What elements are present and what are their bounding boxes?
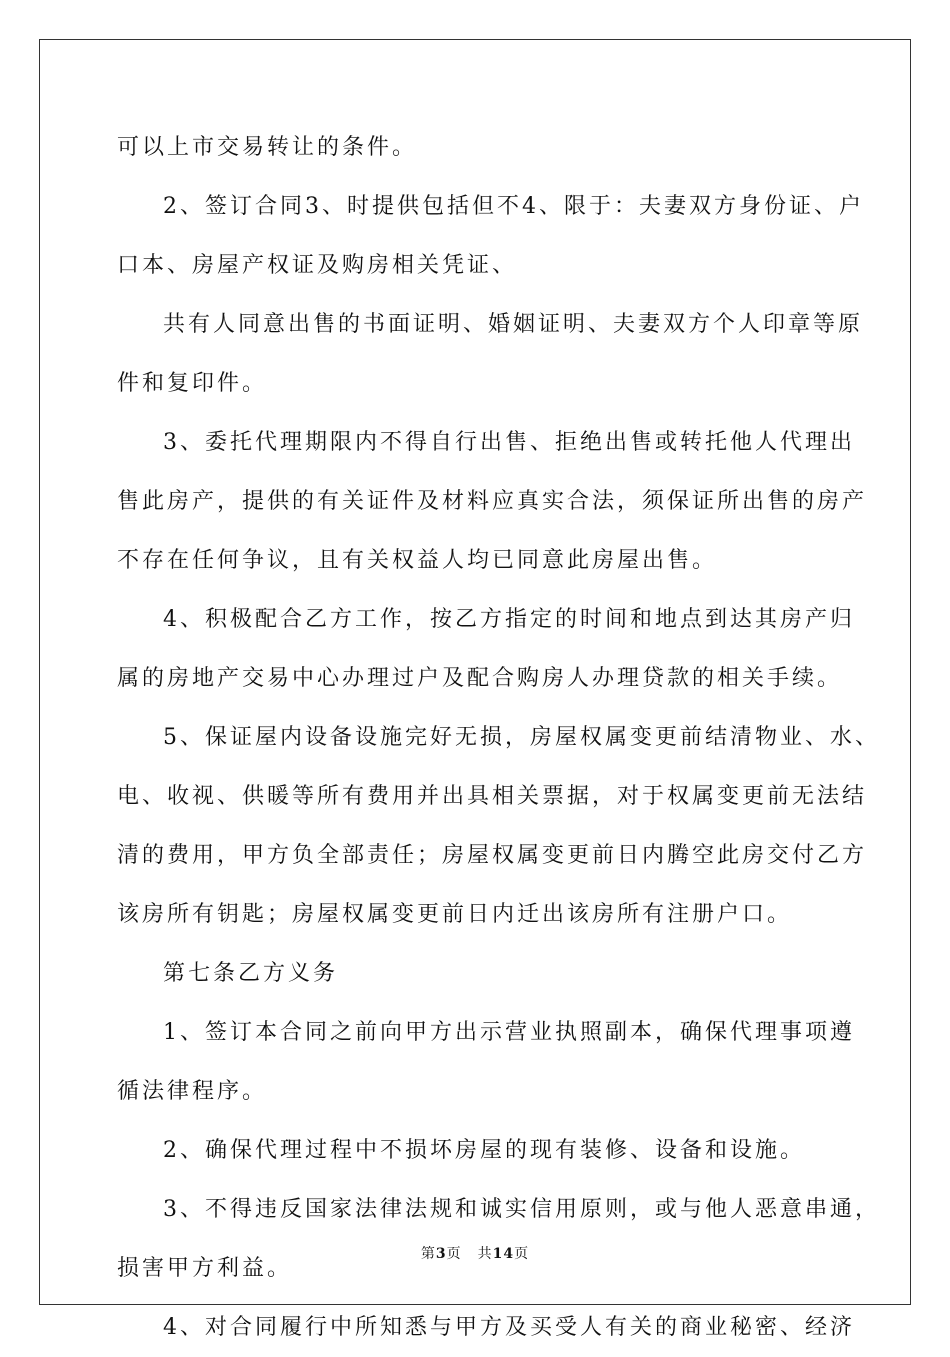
paragraph-line: 共有人同意出售的书面证明、婚姻证明、夫妻双方个人印章等原 [163,312,864,337]
paragraph-line: 件和复印件。 [117,371,268,396]
paragraph-line: 3、不得违反国家法律法规和诚实信用原则，或与他人恶意串通， [163,1197,880,1222]
document-body [117,118,880,1357]
paragraph-line: 属的房地产交易中心办理过户及配合购房人办理贷款的相关手续。 [117,666,843,691]
total-prefix: 共 [477,1246,493,1262]
page-number: 3 [435,1246,447,1262]
paragraph-line: 3、委托代理期限内不得自行出售、拒绝出售或转托他人代理出 [163,430,855,455]
total-suffix: 页 [514,1246,530,1262]
section-heading: 第七条乙方义务 [163,961,339,986]
paragraph-line: 清的费用，甲方负全部责任；房屋权属变更前日内腾空此房交付乙方 [117,843,868,868]
page-suffix: 页 [446,1246,462,1262]
paragraph-line: 2、确保代理过程中不损坏房屋的现有装修、设备和设施。 [163,1138,805,1163]
paragraph-line: 2、签订合同3、时提供包括但不4、限于：夫妻双方身份证、户 [163,194,864,219]
paragraph-line: 循法律程序。 [117,1079,268,1104]
page-prefix: 第 [420,1246,436,1262]
paragraph-line: 该房所有钥匙；房屋权属变更前日内迁出该房所有注册户口。 [117,902,793,927]
paragraph-line: 电、收视、供暖等所有费用并出具相关票据，对于权属变更前无法结 [117,784,868,809]
paragraph-line: 可以上市交易转让的条件。 [117,135,418,160]
paragraph-line: 1、签订本合同之前向甲方出示营业执照副本，确保代理事项遵 [163,1020,855,1045]
paragraph-line: 口本、房屋产权证及购房相关凭证、 [117,253,518,278]
paragraph-line: 损害甲方利益。 [117,1256,293,1281]
page-footer [0,1243,950,1263]
paragraph-line: 不存在任何争议，且有关权益人均已同意此房屋出售。 [117,548,718,573]
paragraph-line: 4、积极配合乙方工作，按乙方指定的时间和地点到达其房产归 [163,607,855,632]
paragraph-line: 售此房产，提供的有关证件及材料应真实合法，须保证所出售的房产 [117,489,868,514]
total-pages: 14 [492,1246,515,1262]
paragraph-line: 5、保证屋内设备设施完好无损，房屋权属变更前结清物业、水、 [163,725,880,750]
paragraph-line: 4、对合同履行中所知悉与甲方及买受人有关的商业秘密、经济 [163,1315,855,1340]
